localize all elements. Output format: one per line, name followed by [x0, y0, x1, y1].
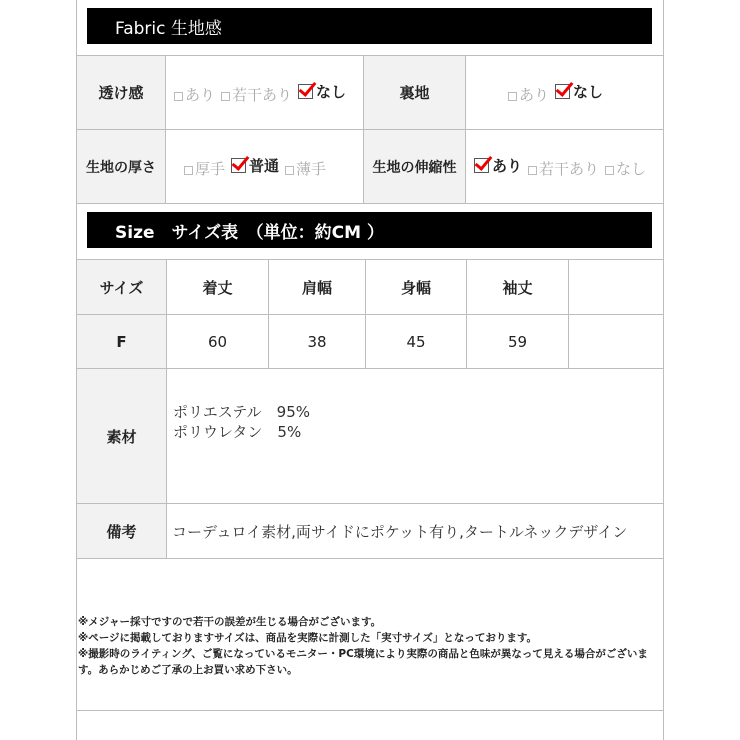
info-table: [76, 368, 664, 559]
material-value: [167, 369, 664, 504]
unchecked-box-icon: [184, 166, 193, 175]
stretch-label: 生地の伸縮性: [364, 130, 466, 204]
fabric-option-label: 厚手: [195, 159, 226, 178]
note-line: ※メジャー採寸ですので若干の誤差が生じる場合がございます。: [78, 616, 382, 628]
size-header-cell: [569, 260, 664, 315]
size-cell: 60: [167, 315, 269, 369]
remarks-label: 備考: [77, 504, 167, 559]
fabric-banner: Fabric 生地感: [87, 8, 652, 44]
size-header-cell: サイズ: [77, 260, 167, 315]
checked-box-icon: [298, 84, 313, 99]
fabric-option: [285, 158, 326, 179]
fabric-option: [555, 81, 603, 102]
fabric-option: [231, 155, 279, 176]
fabric-option-label: あり: [519, 85, 550, 104]
unchecked-box-icon: [508, 92, 517, 101]
checked-box-icon: [231, 158, 246, 173]
material-line: ポリエステル 95%: [173, 403, 310, 421]
size-cell: F: [77, 315, 167, 369]
fabric-option-label: 若干あり: [232, 85, 293, 104]
size-header-cell: 肩幅: [269, 260, 366, 315]
sheer-options: [166, 56, 364, 130]
size-cell: 38: [269, 315, 366, 369]
thickness-label: 生地の厚さ: [77, 130, 166, 204]
size-banner: Size サイズ表 （単位：約CM ）: [87, 212, 652, 248]
fabric-option-label: 普通: [249, 156, 280, 175]
material-label: 素材: [77, 369, 167, 504]
material-row: [77, 369, 664, 504]
sheer-label: 透け感: [77, 56, 166, 130]
fabric-option: [184, 158, 225, 179]
fabric-option-label: あり: [492, 156, 523, 175]
size-cell: 59: [467, 315, 569, 369]
fabric-option: [508, 84, 549, 105]
size-row: [77, 315, 664, 369]
fabric-option: [174, 84, 215, 105]
fabric-option-label: なし: [616, 159, 647, 178]
size-header-row: [77, 260, 664, 315]
unchecked-box-icon: [221, 92, 230, 101]
size-header-cell: 着丈: [167, 260, 269, 315]
fabric-option: [298, 81, 346, 102]
size-cell: [569, 315, 664, 369]
fabric-option: [605, 158, 646, 179]
unchecked-box-icon: [174, 92, 183, 101]
checked-box-icon: [555, 84, 570, 99]
remarks-value: コーデュロイ素材,両サイドにポケット有り,タートルネックデザイン: [167, 504, 664, 559]
remarks-row: [77, 504, 664, 559]
unchecked-box-icon: [528, 166, 537, 175]
size-header-cell: 身幅: [366, 260, 467, 315]
size-table: [76, 259, 664, 369]
lining-options: [466, 56, 664, 130]
stretch-options: [466, 130, 664, 204]
fabric-option: [221, 84, 292, 105]
size-cell: 45: [366, 315, 467, 369]
fabric-option-label: 若干あり: [539, 159, 600, 178]
thickness-options: [166, 130, 364, 204]
fabric-option-label: なし: [573, 82, 604, 101]
lining-label: 裏地: [364, 56, 466, 130]
fabric-table: [76, 55, 664, 204]
fabric-option: [528, 158, 599, 179]
fabric-option-label: なし: [316, 82, 347, 101]
unchecked-box-icon: [285, 166, 294, 175]
note-line: ※ページに掲載しておりますサイズは、商品を実際に計測した「実寸サイズ」となっております。: [78, 632, 537, 644]
note-line: ※撮影時のライティング、ご覧になっているモニター・PC環境により実際の商品と色味が異なって見える場合がございます。あらかじめご了承の上お買い求め下さい。: [78, 648, 648, 676]
unchecked-box-icon: [605, 166, 614, 175]
fabric-option-label: あり: [185, 85, 216, 104]
size-header-cell: 袖丈: [467, 260, 569, 315]
fabric-option-label: 薄手: [296, 159, 327, 178]
fabric-option: [474, 155, 522, 176]
notes: [78, 614, 662, 678]
material-line: ポリウレタン 5%: [173, 423, 302, 441]
checked-box-icon: [474, 158, 489, 173]
